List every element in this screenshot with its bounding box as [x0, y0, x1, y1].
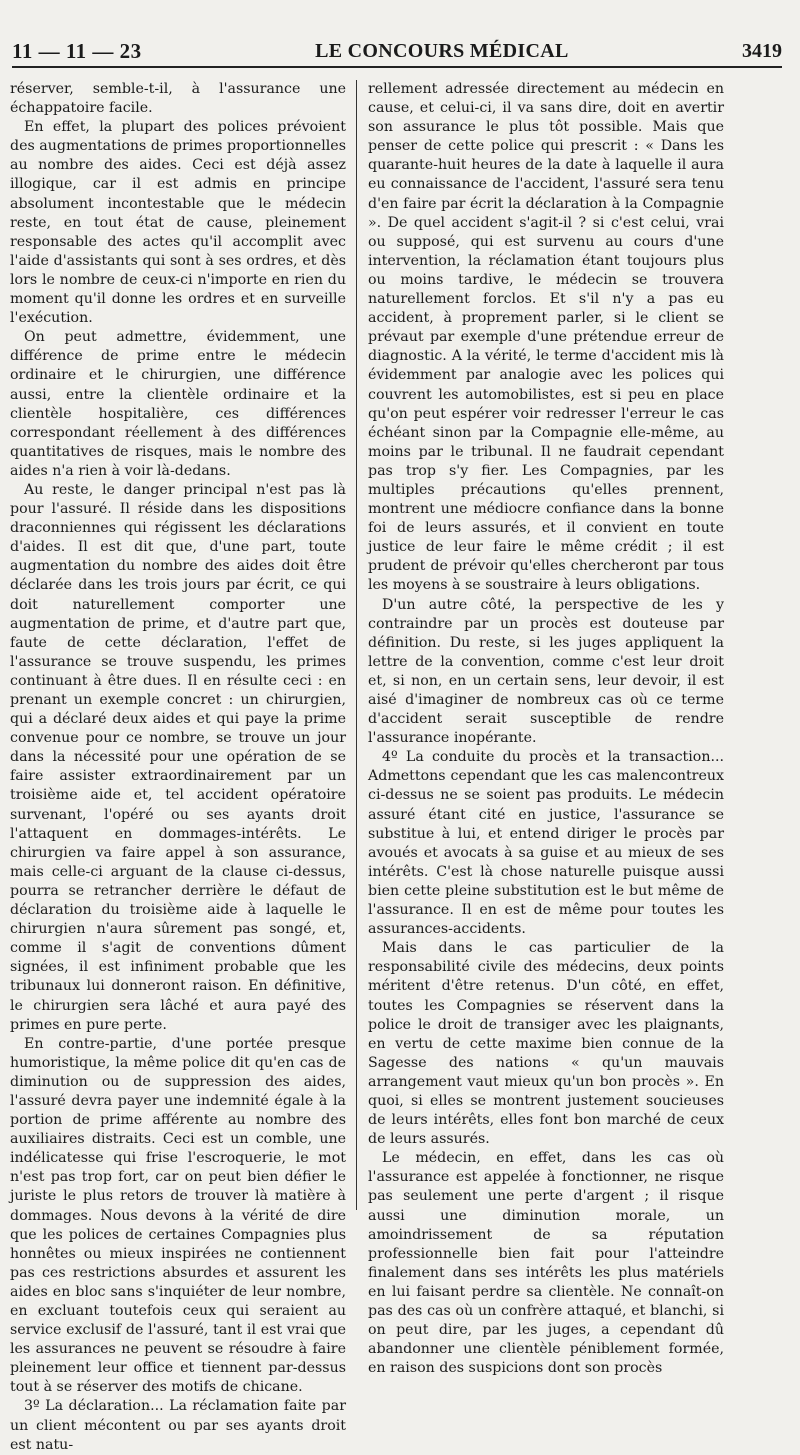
left-column [10, 80, 346, 1453]
journal-title: LE CONCOURS MÉDICAL [315, 39, 569, 62]
paragraph: 3º La déclaration... La réclamation faite par un client mécontent ou par ses ayants droit est natu- [10, 1398, 346, 1453]
page-number: 3419 [741, 39, 782, 62]
paragraph: Au reste, le danger principal n'est pas là pour l'assuré. Il réside dans les dispositions draconniennes qui régissent les déclarations d'aides. Il est dit que, d'une part, toute augmentation du nombre des aides doit être déclarée dans les trois jours par écrit, ce qui doit naturellement comporter une augmentation de prime, et d'autre part que, faute de cette déclaration, l'effet de l'assurance se trouve suspendu, les primes continuant à être dues. Il en résulte ceci : en prenant un exemple concret : un chirurgien, qui a déclaré deux aides et qui paye la prime convenue pour ce nombre, se trouve un jour dans la nécessité pour une opération de se faire assister extraordinairement par un troisième aide et, tel accident opératoire survenant, l'opéré ou ses ayants droit l'attaquent en dommages-intérêts. Le chirurgien va faire appel à son assurance, mais celle-ci arguant de la clause ci-dessus, pourra se retrancher derrière le défaut de déclaration du troisième aide à laquelle le chirurgien n'aura sûrement pas songé, et, comme il s'agit de conventions dûment signées, il est infiniment probable que les tribunaux lui donneront raison. En définitive, le chirurgien sera lâché et aura payé des primes en pure perte. [10, 481, 346, 1033]
page-header [12, 36, 782, 68]
paragraph: En contre-partie, d'une portée presque humoristique, la même police dit qu'en cas de diminution ou de suppression des aides, l'assuré devra payer une indemnité égale à la portion de prime afférente au nombre des auxiliaires distraits. Ceci est un comble, une indélicatesse qui frise l'escroquerie, le mot n'est pas trop fort, car on peut bien défier le juriste le plus retors de trouver là matière à dommages. Nous devons à la vérité de dire que les polices de certaines Compagnies plus honnêtes ou mieux inspirées ne contiennent pas ces restrictions absurdes et assurent les aides en bloc sans s'inquiéter de leur nombre, en excluant toutefois ceux qui seraient au service exclusif de l'assuré, tant il est vrai que les assurances ne peuvent se résoudre à faire pleinement leur office et tiennent par-dessus tout à se réserver des motifs de chicane. [10, 1035, 346, 1396]
paragraph: Le médecin, en effet, dans les cas où l'assurance est appelée à fonctionner, ne risque pas seulement une perte d'argent ; il risque aussi une diminution morale, un amoindrissement de sa réputation professionnelle bien fait pour l'atteindre finalement dans ses intérêts les plus matériels en lui faisant perdre sa clientèle. Ne connaît-on pas des cas où un confrère attaqué, et blanchi, si on peut dire, par les juges, a cependant dû abandonner une clientèle péniblement formée, en raison des suspicions dont son procès [368, 1150, 724, 1377]
paragraph: D'un autre côté, la perspective de les y contraindre par un procès est douteuse par définition. Du reste, si les juges appliquent la lettre de la convention, comme c'est leur droit et, si non, en un certain sens, leur devoir, il est aisé d'imaginer de nombreux cas où ce terme d'accident serait susceptible de rendre l'assurance inopérante. [368, 596, 724, 747]
column-divider [356, 80, 357, 1210]
right-column [368, 80, 724, 1377]
paragraph: Mais dans le cas particulier de la responsabilité civile des médecins, deux points méritent d'être retenus. D'un côté, en effet, toutes les Compagnies se réservent dans la police le droit de transiger avec les plaignants, en vertu de cette maxime bien connue de la Sagesse des nations « qu'un mauvais arrangement vaut mieux qu'un bon procès ». En quoi, si elles se montrent justement soucieuses de leurs intérêts, elles font bon marché de ceux de leurs assurés. [368, 940, 724, 1148]
paragraph: 4º La conduite du procès et la transaction... Admettons cependant que les cas malencontreux ci-dessus ne se soient pas produits. Le médecin assuré étant cité en justice, l'assurance se substitue à lui, et entend diriger le procès par avoués et avocats à sa guise et au mieux de ses intérêts. C'est là chose naturelle puisque aussi bien cette pleine substitution est le but même de l'assurance. Il en est de même pour toutes les assurances-accidents. [368, 749, 724, 938]
paragraph: On peut admettre, évidemment, une différence de prime entre le médecin ordinaire et le chirurgien, une différence aussi, entre la clientèle ordinaire et la clientèle hospitalière, ces différences correspondant réellement à des différences quantitatives de risques, mais le nombre des aides n'a rien à voir là-dedans. [10, 329, 346, 479]
paragraph: réserver, semble-t-il, à l'assurance une échappatoire facile. [10, 81, 346, 117]
issue-date: 11 — 11 — 23 [12, 38, 142, 63]
paragraph: rellement adressée directement au médecin en cause, et celui-ci, il va sans dire, doit en avertir son assurance le plus tôt possible. Mais que penser de cette police qui prescrit : « Dans les quarante-huit heures de la date à laquelle il aura eu connaissance de l'accident, l'assuré sera tenu d'en faire par écrit la déclaration à la Compagnie ». De quel accident s'agit-il ? si c'est celui, vrai ou supposé, qui est survenu au cours d'une intervention, la réclamation étant toujours plus ou moins tardive, le médecin se trouvera naturellement forclos. Et s'il n'y a pas eu accident, à proprement parler, si le client se prévaut par exemple d'une prétendue erreur de diagnostic. A la vérité, le terme d'accident mis là évidemment par analogie avec les polices qui couvrent les automobilistes, est si peu en place qu'on peut espérer voir redresser l'erreur le cas échéant sinon par la Compagnie elle-même, au moins par le tribunal. Il ne faudrait cependant pas trop s'y fier. Les Compagnies, par les multiples précautions qu'elles prennent, montrent une médiocre confiance dans la bonne foi de leurs assurés, et il convient en toute justice de leur faire le même crédit ; il est prudent de prévoir qu'elles chercheront par tous les moyens à se soustraire à leurs obligations. [368, 81, 724, 594]
paragraph: En effet, la plupart des polices prévoient des augmentations de primes proportionnelles au nombre des aides. Ceci est déjà assez illogique, car il est admis en principe absolument incontestable que le médecin reste, en tout état de cause, pleinement responsable des actes qu'il accomplit avec l'aide d'assistants qui sont à ses ordres, et dès lors le nombre de ceux-ci n'importe en rien du moment qu'il donne les ordres et en surveille l'exécution. [10, 119, 346, 327]
